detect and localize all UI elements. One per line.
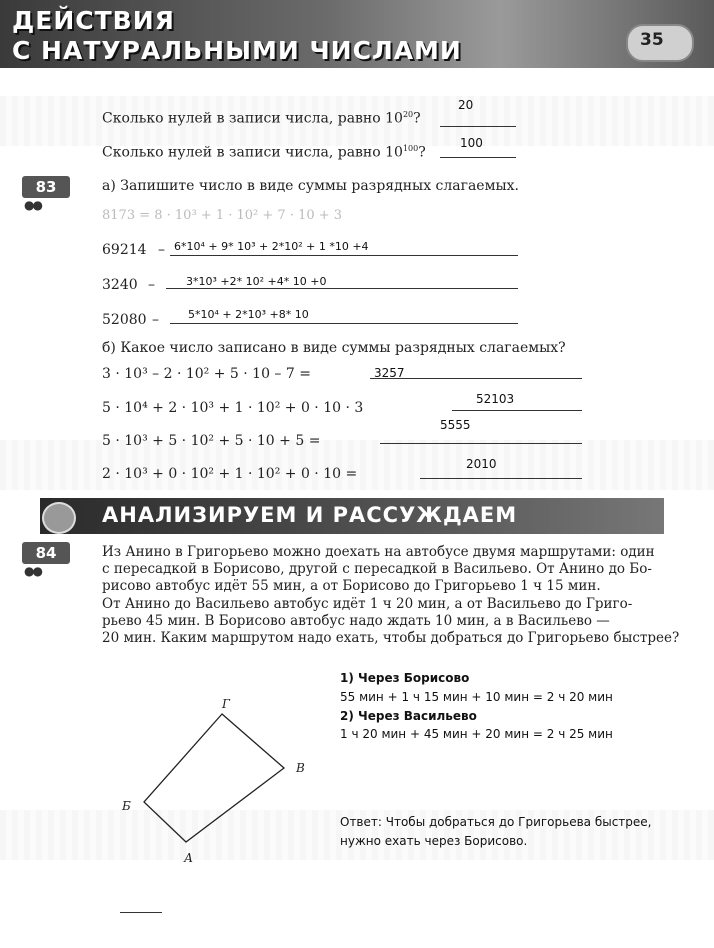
task83-b-answer: 5555 — [440, 418, 471, 432]
route1-calc: 55 мин + 1 ч 15 мин + 10 мин = 2 ч 20 мин — [340, 690, 613, 704]
answer-line — [380, 443, 582, 444]
footer-line — [120, 912, 162, 913]
task83-b-answer: 52103 — [476, 392, 515, 406]
task83-example: 8173 = 8 · 10³ + 1 · 10² + 7 · 10 + 3 — [102, 208, 343, 223]
task83-row-dash: – — [152, 312, 159, 328]
task-number-83: 83 — [22, 176, 70, 198]
diagram-label-v: В — [296, 761, 305, 775]
task83-part-a: а) Запишите число в виде суммы разрядных слагаемых. — [102, 178, 519, 194]
task84-line: рьево 45 мин. В Борисово автобус надо ждать 10 мин, а в Васильево — — [102, 612, 610, 629]
answer-line — [370, 378, 582, 379]
route1-title: 1) Через Борисово — [340, 671, 470, 685]
answer-line — [170, 323, 518, 324]
task83-row-dash: – — [158, 242, 165, 258]
task83-b-expression: 5 · 10⁴ + 2 · 10³ + 1 · 10² + 0 · 10 · 3 — [102, 400, 364, 416]
task83-row-number: 3240 — [102, 277, 138, 293]
task83-row-answer: 5*10⁴ + 2*10³ +8* 10 — [188, 308, 309, 321]
chapter-title-line2: С НАТУРАЛЬНЫМИ ЧИСЛАМИ — [12, 36, 462, 65]
zeros-answer-2: 100 — [460, 136, 483, 150]
answer-line-1: Ответ: Чтобы добраться до Григорьева быстрее, — [340, 815, 652, 829]
task83-row-number: 69214 — [102, 242, 147, 258]
task-number-84: 84 — [22, 542, 70, 564]
task84-line: рисово автобус идёт 55 мин, а от Борисово до Григорьево 1 ч 15 мин. — [102, 578, 601, 595]
answer-line-2: нужно ехать через Борисово. — [340, 834, 528, 848]
difficulty-dots-icon: ●● — [24, 198, 41, 212]
task84-line: Из Анино в Григорьево можно доехать на автобусе двумя маршрутами: один — [102, 544, 655, 560]
answer-line — [440, 126, 516, 127]
zeros-question-2: Сколько нулей в записи числа, равно $10^{100}$? — [102, 144, 426, 161]
task84-line: 20 мин. Каким маршрутом надо ехать, чтобы добраться до Григорьево быстрее? — [102, 630, 680, 647]
diagram-label-a: А — [184, 851, 194, 865]
zeros-question-1: Сколько нулей в записи числа, равно $10^{20}$? — [102, 110, 421, 127]
task83-b-answer: 2010 — [466, 457, 497, 471]
task83-b-answer: 3257 — [374, 366, 405, 380]
task84-line: с пересадкой в Борисово, другой с пересадкой в Васильево. От Анино до Бо- — [102, 561, 652, 578]
answer-line — [452, 410, 582, 411]
section-banner-icon — [42, 502, 76, 534]
chapter-title-line1: ДЕЙСТВИЯ — [12, 6, 175, 35]
answer-line — [170, 255, 518, 256]
page-number: 35 — [640, 30, 664, 50]
task83-b-expression: 3 · 10³ – 2 · 10² + 5 · 10 – 7 = — [102, 366, 311, 382]
diagram-label-b: Б — [122, 799, 131, 813]
diagram-label-g: Г — [222, 697, 230, 711]
task84-line: От Анино до Васильево автобус идёт 1 ч 20 мин, а от Васильево до Григо- — [102, 595, 633, 612]
answer-line — [420, 478, 582, 479]
route2-calc: 1 ч 20 мин + 45 мин + 20 мин = 2 ч 25 мин — [340, 727, 613, 741]
task83-part-b: б) Какое число записано в виде суммы разрядных слагаемых? — [102, 340, 566, 356]
task83-row-answer: 3*10³ +2* 10² +4* 10 +0 — [186, 275, 327, 288]
task84-text — [102, 544, 694, 647]
zeros-answer-1: 20 — [458, 98, 474, 112]
answer-line — [440, 157, 516, 158]
route-diagram — [110, 690, 330, 880]
task83-row-dash: – — [148, 277, 155, 293]
route-quadrilateral — [144, 714, 284, 842]
section-banner-title: АНАЛИЗИРУЕМ И РАССУЖДАЕМ — [102, 503, 518, 527]
task83-row-answer: 6*10⁴ + 9* 10³ + 2*10² + 1 *10 +4 — [174, 240, 369, 253]
route2-title: 2) Через Васильево — [340, 709, 477, 723]
task83-row-number: 52080 — [102, 312, 147, 328]
answer-line — [166, 288, 518, 289]
task83-b-expression: 5 · 10³ + 5 · 10² + 5 · 10 + 5 = — [102, 433, 321, 449]
difficulty-dots-icon: ●● — [24, 564, 41, 578]
task83-b-expression: 2 · 10³ + 0 · 10² + 1 · 10² + 0 · 10 = — [102, 466, 358, 482]
